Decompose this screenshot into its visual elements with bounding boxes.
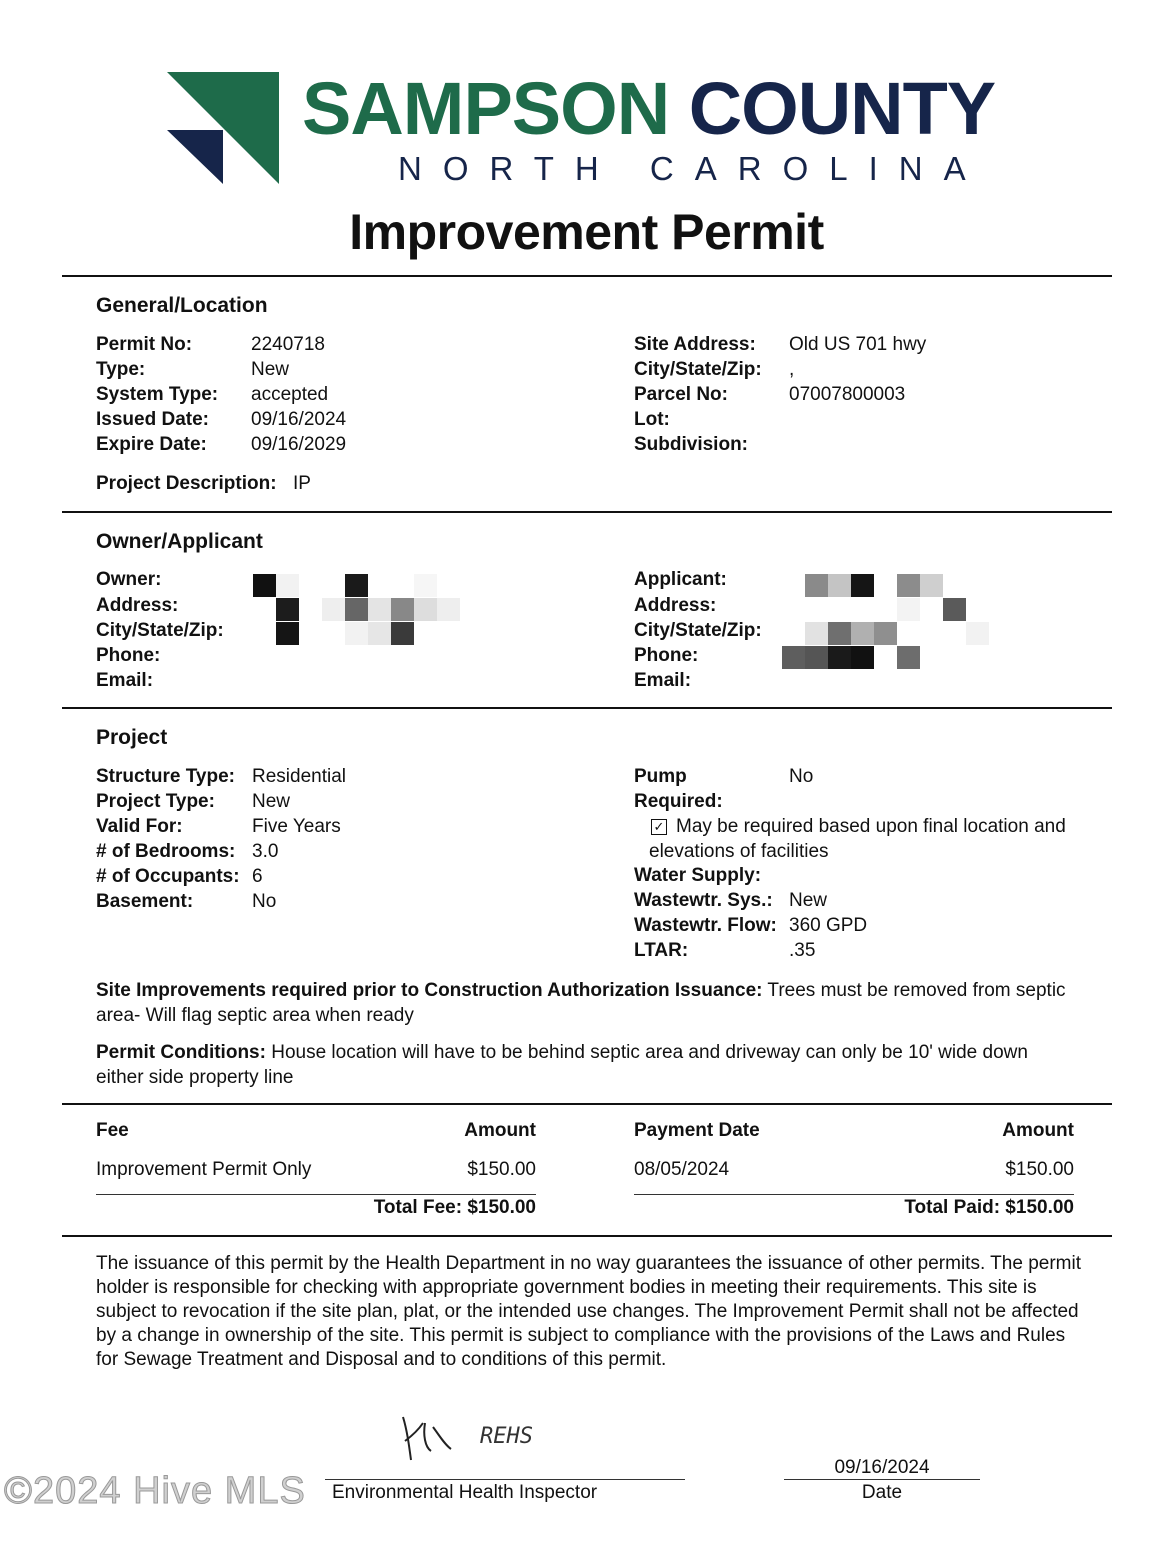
field-label: Address: (96, 595, 179, 616)
wastewater-flow: 360 GPD (789, 915, 868, 936)
field-label: Phone: (96, 645, 161, 666)
fee-column-header: Fee (96, 1120, 129, 1141)
valid-for: Five Years (252, 816, 341, 837)
divider (62, 707, 1112, 709)
divider (62, 1235, 1112, 1237)
field-label: Basement: (96, 891, 194, 912)
site-address: Old US 701 hwy (789, 334, 927, 355)
field-label: LTAR: (634, 940, 689, 961)
field-label: Valid For: (96, 816, 183, 837)
project-type: New (252, 791, 291, 812)
total-paid: Total Paid: $150.00 (904, 1197, 1074, 1218)
field-label: Wastewtr. Sys.: (634, 890, 773, 911)
field-label: Wastewtr. Flow: (634, 915, 777, 936)
field-label: Owner: (96, 569, 162, 590)
disclaimer-text: The issuance of this permit by the Health Department in no way guarantees the issuance of other permits. The permit holder is responsible for checking with appropriate government bodies in meeting their requirements. This site is subject to revocation if the site plan, plat, or the intended use changes. The Improvement Permit shall not be affected by a change in ownership of the site. This permit is subject to compliance with the provisions of the Laws and Rules for Sewage Treatment and Disposal and to conditions of this permit. (96, 1253, 1081, 1370)
total-fee: Total Fee: $150.00 (373, 1197, 536, 1218)
field-label: Structure Type: (96, 766, 236, 787)
field-label: Phone: (634, 645, 699, 666)
field-label: # of Occupants: (96, 866, 240, 887)
expire-date: 09/16/2029 (251, 434, 347, 455)
occupants: 6 (252, 866, 263, 887)
brand-subtitle: NORTH CAROLINA (398, 150, 987, 187)
permit-conditions: Permit Conditions: House location will have to be behind septic area and driveway can only be 10' wide down either side property line (96, 1042, 1028, 1088)
signature-line (325, 1479, 685, 1480)
payment-amount: $150.00 (1005, 1159, 1074, 1180)
date-line (784, 1479, 980, 1480)
parcel-number: 07007800003 (789, 384, 906, 405)
brand-name: SAMPSON COUNTY (302, 67, 996, 150)
svg-text:REHS: REHS (480, 1424, 533, 1449)
watermark: ©2024 Hive MLS (4, 1470, 306, 1512)
field-label: Required: (634, 791, 723, 812)
paid-total-line (634, 1194, 1074, 1195)
field-label: System Type: (96, 384, 219, 405)
field-label: Email: (634, 670, 692, 691)
divider (62, 511, 1112, 513)
checkbox-label-continued: elevations of facilities (649, 841, 829, 862)
fee-name: Improvement Permit Only (96, 1159, 312, 1180)
field-label: Water Supply: (634, 865, 762, 886)
field-label: Site Address: (634, 334, 756, 355)
pump-required: No (789, 766, 814, 787)
fee-amount: $150.00 (467, 1159, 536, 1180)
section-heading-owner: Owner/Applicant (96, 530, 263, 553)
field-label: Project Type: (96, 791, 215, 812)
system-type: accepted (251, 384, 329, 405)
permit-type: New (251, 359, 290, 380)
inspector-signature (395, 1405, 555, 1475)
field-label: Lot: (634, 409, 670, 430)
basement: No (252, 891, 277, 912)
field-label: Email: (96, 670, 154, 691)
wastewater-system: New (789, 890, 828, 911)
payment-date-column-header: Payment Date (634, 1120, 760, 1141)
ltar: .35 (789, 940, 816, 961)
field-label: City/State/Zip: (96, 620, 224, 641)
county-logo (165, 70, 281, 186)
issued-date: 09/16/2024 (251, 409, 347, 430)
field-label: Applicant: (634, 569, 727, 590)
payment-date: 08/05/2024 (634, 1159, 730, 1180)
divider (62, 1103, 1112, 1105)
field-label: City/State/Zip: (634, 359, 762, 380)
amount-column-header: Amount (464, 1120, 536, 1141)
field-label: Issued Date: (96, 409, 209, 430)
checkbox-checked: ✓ (651, 819, 667, 835)
bedrooms: 3.0 (252, 841, 279, 862)
site-improvements: Site Improvements required prior to Construction Authorization Issuance: Trees must be removed from septic area- Will flag septic area when ready (96, 980, 1066, 1026)
signature-date: 09/16/2024 (834, 1457, 930, 1478)
checkbox-label: May be required based upon final location and (676, 816, 1066, 837)
section-heading-project: Project (96, 726, 168, 749)
amount-column-header: Amount (1002, 1120, 1074, 1141)
field-label: Pump (634, 766, 687, 787)
field-label: Parcel No: (634, 384, 728, 405)
page-title: Improvement Permit (349, 204, 824, 260)
field-label: Address: (634, 595, 717, 616)
field-label: Type: (96, 359, 146, 380)
fee-total-line (96, 1194, 536, 1195)
field-label: Subdivision: (634, 434, 748, 455)
field-label: Permit No: (96, 334, 193, 355)
project-description: IP (293, 473, 311, 494)
inspector-label: Environmental Health Inspector (332, 1482, 598, 1503)
field-label: Project Description: (96, 473, 277, 494)
divider (62, 275, 1112, 277)
section-heading-general: General/Location (96, 294, 268, 317)
field-label: Expire Date: (96, 434, 207, 455)
site-city-state-zip: , (789, 359, 795, 380)
structure-type: Residential (252, 766, 346, 787)
permit-number: 2240718 (251, 334, 325, 355)
field-label: # of Bedrooms: (96, 841, 236, 862)
field-label: City/State/Zip: (634, 620, 762, 641)
date-label: Date (861, 1482, 903, 1503)
